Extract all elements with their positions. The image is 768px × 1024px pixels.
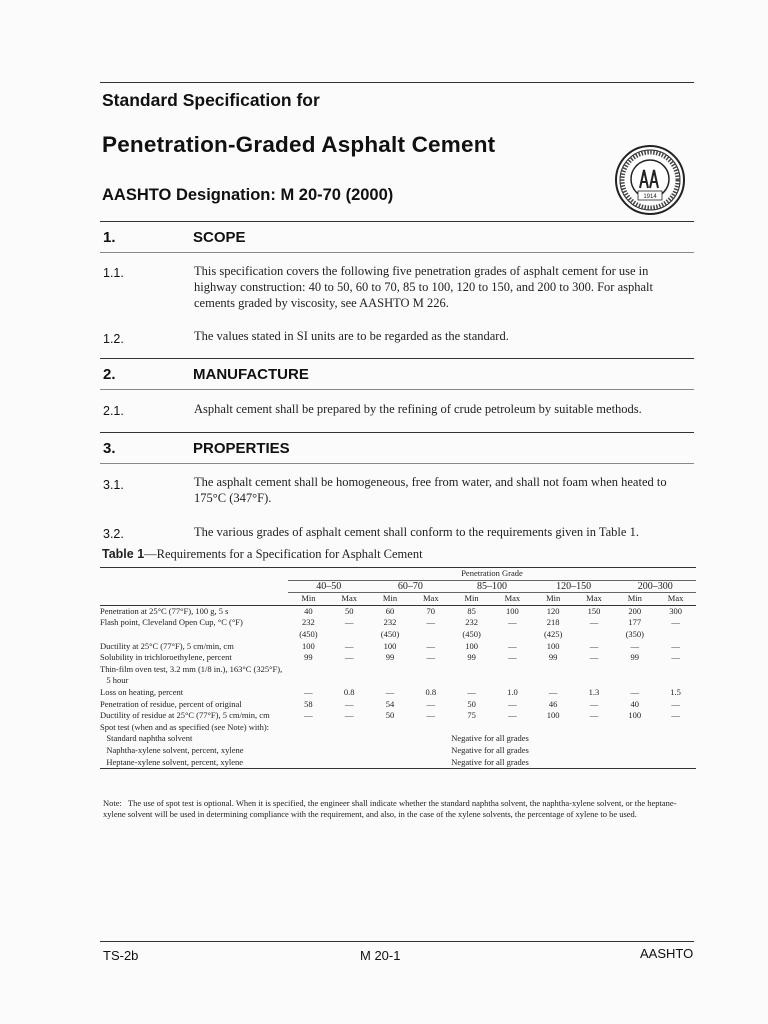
clause-text: Asphalt cement shall be prepared by the refining of crude petroleum by suitable methods. <box>194 402 642 416</box>
clause-text: This specification covers the following five penetration grades of asphalt cement for use in highway construction: 40 to 50, 60 to 70, 85 to 100, 120 to 150, and 200 to 300. For asphalt cements graded by viscosity, see AASHTO M 226. <box>194 264 653 310</box>
section-rule <box>100 252 694 253</box>
min-max-header: Max <box>667 593 684 604</box>
table-cell <box>451 675 492 687</box>
clause-number: 3.2. <box>103 527 124 541</box>
section-rule <box>100 432 694 433</box>
table-cell: 99 <box>304 652 313 663</box>
table-cell <box>574 664 615 676</box>
clause-text: The values stated in SI units are to be regarded as the standard. <box>194 329 509 343</box>
group-header: Penetration Grade <box>288 568 696 581</box>
section-rule <box>100 221 694 222</box>
table-cell <box>655 722 696 734</box>
table-cell: — <box>344 652 354 663</box>
spot-test-result: Negative for all grades <box>451 733 529 744</box>
table-minmax-row <box>100 593 696 606</box>
table-cell: — <box>508 698 517 709</box>
table-cell: 232 <box>383 617 397 628</box>
table-row <box>100 617 696 629</box>
table-cell: 232 <box>465 617 478 628</box>
row-label: Thin-film oven test, 3.2 mm (1/8 in.), 163°C (325°F), <box>100 663 283 674</box>
table-cell: 1.5 <box>670 686 681 697</box>
table-cell: — <box>304 686 313 697</box>
table-cell: 218 <box>546 617 560 628</box>
min-max-header: Min <box>301 593 316 604</box>
section-number: 3. <box>103 440 116 457</box>
table-cell: — <box>344 640 354 651</box>
table-cell <box>288 722 329 734</box>
table-cell <box>492 629 533 641</box>
table-cell <box>574 722 615 734</box>
table-cell: 85 <box>467 605 476 616</box>
table-cell: — <box>671 640 680 651</box>
table-caption <box>102 547 423 562</box>
spacer-cell <box>288 745 451 757</box>
spot-test-result: Negative for all grades <box>451 744 529 755</box>
table-cell: — <box>426 652 436 663</box>
spec-title: Penetration-Graded Asphalt Cement <box>102 132 496 157</box>
table-cell: 0.8 <box>343 686 355 697</box>
aashto-seal-icon <box>614 144 686 216</box>
table-cell <box>410 722 451 734</box>
table-cell <box>492 664 533 676</box>
table-cell <box>614 675 655 687</box>
table-cell: 40 <box>304 605 313 616</box>
min-max-header: Min <box>546 593 561 604</box>
clause-number: 3.1. <box>103 478 124 492</box>
grade-header: 200–300 <box>614 580 696 593</box>
section-title: MANUFACTURE <box>193 366 309 383</box>
grade-header: 60–70 <box>370 580 452 593</box>
table-cell: (450) <box>462 628 481 639</box>
table-cell <box>533 664 574 676</box>
table-cell: — <box>508 710 517 721</box>
section-rule <box>100 389 694 390</box>
table-row <box>100 652 696 664</box>
row-label: Ductility at 25°C (77°F), 5 cm/min, cm <box>100 640 234 651</box>
table-cell <box>655 664 696 676</box>
footer-left: TS-2b <box>103 948 139 963</box>
clause-number: 2.1. <box>103 404 124 418</box>
table-cell: — <box>426 710 436 721</box>
spot-test-result: Negative for all grades <box>451 756 529 767</box>
row-label: Standard naphtha solvent <box>100 733 193 744</box>
row-label: Naphtha-xylene solvent, percent, xylene <box>100 744 244 755</box>
table-cell <box>329 664 370 676</box>
table-cell: 1.3 <box>588 686 600 697</box>
footer-rule <box>100 941 694 942</box>
table-cell: 58 <box>304 698 313 709</box>
table-cell <box>370 675 411 687</box>
table-cell: 0.8 <box>425 686 437 697</box>
table-cell: 99 <box>630 652 640 663</box>
spacer-cell <box>288 757 451 769</box>
table-cell: 99 <box>467 652 476 663</box>
row-label: Spot test (when and as specified (see Note) with): <box>100 721 270 732</box>
table-cell: — <box>630 686 640 697</box>
section-rule <box>100 463 694 464</box>
table-cell: 99 <box>548 652 558 663</box>
table-cell: 100 <box>383 640 397 651</box>
table-cell <box>329 629 370 641</box>
section-title: PROPERTIES <box>193 440 290 457</box>
table-cell <box>492 722 533 734</box>
svg-text:1914: 1914 <box>643 194 657 200</box>
table-cell: 177 <box>628 617 642 628</box>
table-row <box>100 699 696 711</box>
row-label: Flash point, Cleveland Open Cup, °C (°F) <box>100 617 243 628</box>
table-cell <box>370 664 411 676</box>
table-cell: — <box>344 617 354 628</box>
table-cell: — <box>344 710 354 721</box>
table-cell <box>574 629 615 641</box>
table-cell: 232 <box>302 617 315 628</box>
table-cell <box>329 675 370 687</box>
grade-header: 85–100 <box>451 580 533 593</box>
table-cell: 50 <box>344 605 354 616</box>
min-max-header: Max <box>341 593 357 604</box>
min-max-header: Min <box>464 593 479 604</box>
grade-header: 40–50 <box>288 580 370 593</box>
table-cell: — <box>508 652 517 663</box>
table-cell: 100 <box>506 605 519 616</box>
table-group-header-row <box>100 568 696 581</box>
table-cell <box>533 722 574 734</box>
spot-test-row <box>100 757 696 769</box>
table-cell <box>288 664 329 676</box>
table-cell: (350) <box>625 628 644 639</box>
table-cell <box>614 664 655 676</box>
table-cell: 99 <box>385 652 395 663</box>
table-cell <box>574 675 615 687</box>
table-cell <box>533 675 574 687</box>
section-number: 1. <box>103 229 116 246</box>
row-label: Loss on heating, percent <box>100 686 184 697</box>
min-max-header: Min <box>382 593 398 604</box>
min-max-header: Max <box>586 593 602 604</box>
table-cell <box>451 722 492 734</box>
table-cell: — <box>426 640 436 651</box>
requirements-table <box>100 567 696 769</box>
table-cell: 60 <box>385 605 395 616</box>
clause-number: 1.2. <box>103 332 124 346</box>
table-cell: 50 <box>385 710 395 721</box>
row-label: Penetration of residue, percent of original <box>100 698 242 709</box>
spot-test-row <box>100 733 696 745</box>
table-cell <box>410 675 451 687</box>
table-cell: — <box>426 617 436 628</box>
table-cell: — <box>671 710 680 721</box>
table-cell <box>492 675 533 687</box>
table-cell: — <box>508 640 517 651</box>
min-max-header: Max <box>504 593 521 604</box>
row-label: Solubility in trichloroethylene, percent <box>100 652 232 663</box>
table-cell: (425) <box>543 628 563 639</box>
table-row <box>100 641 696 653</box>
footer-page-number: M 20-1 <box>360 948 401 963</box>
section-number: 2. <box>103 366 116 383</box>
table-cell: 300 <box>669 605 682 616</box>
table-row <box>100 687 696 699</box>
table-cell: 100 <box>628 710 642 721</box>
table-cell: 100 <box>546 640 560 651</box>
row-label: Ductility of residue at 25°C (77°F), 5 cm/min, cm <box>100 710 270 721</box>
table-cell: — <box>589 640 599 651</box>
spec-subtitle: Standard Specification for <box>102 90 320 110</box>
table-caption-text: —Requirements for a Specification for Asphalt Cement <box>144 547 423 561</box>
clause-number: 1.1. <box>103 266 124 280</box>
table-cell: 100 <box>465 640 478 651</box>
table-cell: 75 <box>467 710 476 721</box>
table-cell: 70 <box>426 605 436 616</box>
spot-test-body <box>100 733 696 768</box>
table-cell <box>329 722 370 734</box>
table-row <box>100 675 696 687</box>
table-row <box>100 629 696 641</box>
note-label: Note: <box>103 798 122 808</box>
section-title: SCOPE <box>193 229 246 246</box>
row-label <box>100 629 288 641</box>
table-cell <box>410 664 451 676</box>
table-cell <box>655 675 696 687</box>
table-cell <box>410 629 451 641</box>
table-cell: — <box>589 698 599 709</box>
table-cell: — <box>589 710 599 721</box>
table-grade-row <box>100 580 696 593</box>
table-cell: 1.0 <box>507 686 518 697</box>
top-rule <box>100 82 694 83</box>
section-rule <box>100 358 694 359</box>
table-cell <box>451 664 492 676</box>
table-cell: — <box>344 698 354 709</box>
min-max-header: Max <box>422 593 439 604</box>
table-row <box>100 722 696 734</box>
table-cell: (450) <box>299 628 318 639</box>
table-cell: 50 <box>467 698 476 709</box>
table-cell: — <box>589 652 599 663</box>
table-cell: — <box>508 617 517 628</box>
spot-test-row <box>100 745 696 757</box>
table-cell <box>370 722 411 734</box>
table-cell: 54 <box>385 698 395 709</box>
clause-text: The various grades of asphalt cement shall conform to the requirements given in Table 1. <box>194 525 639 539</box>
table-cell: 150 <box>587 605 601 616</box>
table-cell: 46 <box>548 698 558 709</box>
table-cell <box>655 629 696 641</box>
table-cell <box>614 722 655 734</box>
table-cell: — <box>304 710 313 721</box>
table-cell: — <box>548 686 558 697</box>
footer-right: AASHTO <box>640 946 694 961</box>
table-caption-label: Table 1 <box>102 547 145 561</box>
table-cell: (450) <box>380 628 400 639</box>
table-cell: — <box>385 686 395 697</box>
table-cell: 40 <box>630 698 640 709</box>
table-cell: — <box>426 698 436 709</box>
table-cell <box>288 675 329 687</box>
table-row <box>100 605 696 617</box>
row-label: Heptane-xylene solvent, percent, xylene <box>100 756 244 767</box>
min-max-header: Min <box>627 593 642 604</box>
table-row <box>100 710 696 722</box>
table-row <box>100 664 696 676</box>
row-label: Penetration at 25°C (77°F), 100 g, 5 s <box>100 605 229 616</box>
aashto-designation: AASHTO Designation: M 20-70 (2000) <box>102 186 394 204</box>
table-cell: — <box>671 698 680 709</box>
spacer-cell <box>288 733 451 745</box>
table-cell: — <box>671 617 680 628</box>
table-cell: 100 <box>302 640 315 651</box>
table-note <box>103 798 695 820</box>
clause-text: The asphalt cement shall be homogeneous, free from water, and shall not foam when heated to 175°C (347°F). <box>194 475 667 505</box>
table-cell: — <box>671 652 680 663</box>
table-cell: 100 <box>546 710 560 721</box>
note-text: The use of spot test is optional. When it is specified, the engineer shall indicate whether the standard naphtha solvent, the naphtha-xylene solvent, or the heptane-xylene solvent will be used in determining compliance with the requirement, and also, in the case of the xylene solvents, the percentage of xylene to be used. <box>103 798 677 819</box>
grade-header: 120–150 <box>533 580 615 593</box>
table-cell: — <box>630 640 640 651</box>
table-cell: — <box>467 686 476 697</box>
table-body <box>100 605 696 733</box>
table-cell: 200 <box>628 605 642 616</box>
row-label: 5 hour <box>100 675 129 686</box>
table-cell: 120 <box>546 605 560 616</box>
table-cell: — <box>589 617 599 628</box>
